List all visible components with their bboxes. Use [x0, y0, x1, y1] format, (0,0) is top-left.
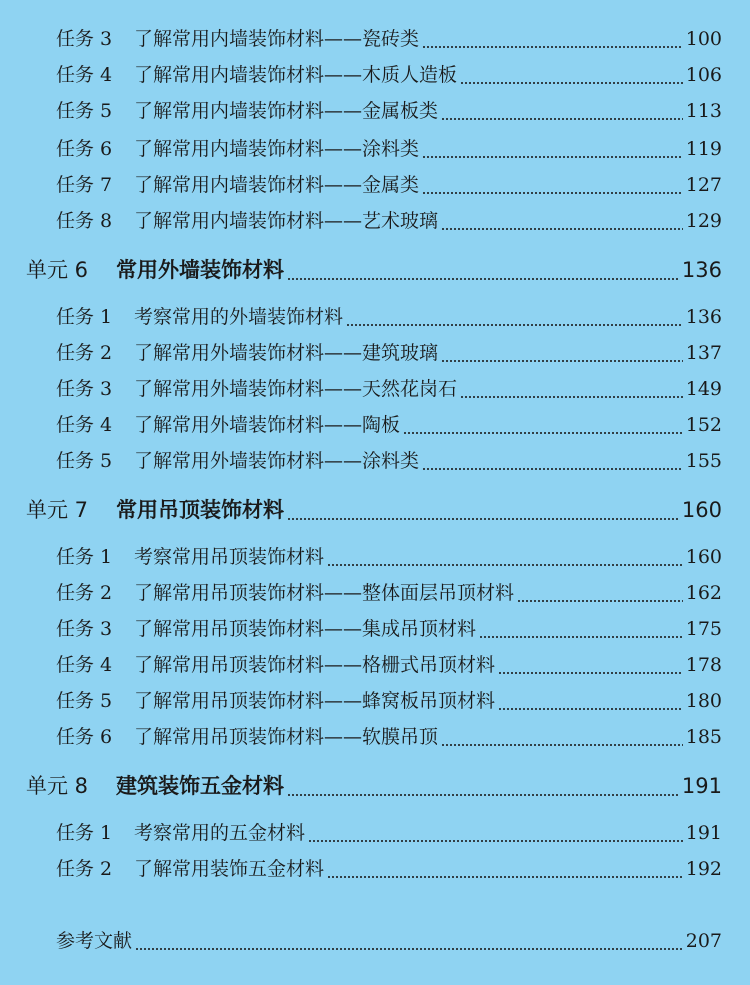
toc-page-number: 207: [685, 930, 722, 952]
toc-entry-number: 任务 6: [56, 726, 113, 748]
toc-task-row[interactable]: [56, 650, 722, 680]
toc-page-number: 129: [685, 210, 722, 232]
toc-page-number: 191: [681, 774, 722, 798]
toc-task-row[interactable]: [56, 578, 722, 608]
toc-entry-title: 了解常用内墙装饰材料——金属板类: [134, 100, 439, 122]
dot-leader: [422, 134, 683, 164]
toc-task-row[interactable]: [56, 818, 722, 848]
toc-page-number: 178: [685, 654, 722, 676]
toc-page-number: 152: [685, 414, 722, 436]
toc-page-number: 155: [685, 450, 722, 472]
toc-task-row[interactable]: [56, 170, 722, 200]
toc-page-number: 180: [685, 690, 722, 712]
toc-entry-title: 了解常用吊顶装饰材料——整体面层吊顶材料: [134, 582, 515, 604]
dot-leader: [346, 302, 683, 332]
toc-entry-title: 了解常用内墙装饰材料——涂料类: [134, 138, 420, 160]
toc-entry-title: 了解常用内墙装饰材料——艺术玻璃: [134, 210, 439, 232]
toc-task-row[interactable]: [56, 446, 722, 476]
dot-leader: [327, 542, 683, 572]
dot-leader: [422, 170, 683, 200]
toc-entry-number: 任务 2: [56, 858, 113, 880]
toc-entry-title: 建筑装饰五金材料: [116, 774, 284, 798]
dot-leader: [403, 410, 683, 440]
toc-unit-row[interactable]: [26, 254, 722, 286]
toc-entry-number: 任务 5: [56, 690, 113, 712]
toc-task-row[interactable]: [56, 206, 722, 236]
toc-page-number: 106: [685, 64, 722, 86]
toc-entry-title: 常用吊顶装饰材料: [116, 498, 284, 522]
toc-task-row[interactable]: [56, 542, 722, 572]
toc-entry-title: 了解常用内墙装饰材料——金属类: [134, 174, 420, 196]
toc-reference-row[interactable]: [56, 926, 722, 956]
dot-leader: [517, 578, 683, 608]
toc-page-number: 160: [685, 546, 722, 568]
toc-task-row[interactable]: [56, 96, 722, 126]
toc-entry-number: 单元 7: [26, 498, 89, 522]
dot-leader: [441, 96, 683, 126]
toc-unit-row[interactable]: [26, 770, 722, 802]
dot-leader: [460, 60, 683, 90]
dot-leader: [422, 446, 683, 476]
toc-entry-title: 考察常用的外墙装饰材料: [134, 306, 344, 328]
dot-leader: [498, 650, 683, 680]
toc-entry-title: 常用外墙装饰材料: [116, 258, 284, 282]
toc-page-number: 137: [685, 342, 722, 364]
toc-task-row[interactable]: [56, 410, 722, 440]
dot-leader: [441, 206, 683, 236]
toc-page-number: 185: [685, 726, 722, 748]
toc-entry-title: 了解常用内墙装饰材料——瓷砖类: [134, 28, 420, 50]
toc-entry-number: 任务 3: [56, 618, 113, 640]
toc-entry-number: 任务 4: [56, 654, 113, 676]
toc-page-number: 136: [681, 258, 722, 282]
toc-entry-title: 了解常用吊顶装饰材料——软膜吊顶: [134, 726, 439, 748]
toc-entry-title: 了解常用吊顶装饰材料——蜂窝板吊顶材料: [134, 690, 496, 712]
toc-entry-title: 参考文献: [56, 930, 133, 952]
toc-entry-title: 了解常用外墙装饰材料——建筑玻璃: [134, 342, 439, 364]
toc-page-number: 113: [685, 100, 722, 122]
dot-leader: [441, 722, 683, 752]
dot-leader: [479, 614, 683, 644]
dot-leader: [441, 338, 683, 368]
dot-leader: [422, 24, 683, 54]
toc-page-number: 100: [685, 28, 722, 50]
toc-entry-number: 任务 5: [56, 100, 113, 122]
toc-entry-title: 了解常用外墙装饰材料——涂料类: [134, 450, 420, 472]
dot-leader: [460, 374, 683, 404]
toc-entry-number: 任务 4: [56, 414, 113, 436]
toc-unit-row[interactable]: [26, 494, 722, 526]
dot-leader: [327, 854, 683, 884]
toc-task-row[interactable]: [56, 374, 722, 404]
toc-task-row[interactable]: [56, 614, 722, 644]
toc-page-number: 136: [685, 306, 722, 328]
toc-page-number: 160: [681, 498, 722, 522]
toc-task-row[interactable]: [56, 338, 722, 368]
toc-page-number: 162: [685, 582, 722, 604]
toc-entry-number: 任务 2: [56, 342, 113, 364]
toc-entry-title: 考察常用的五金材料: [134, 822, 306, 844]
toc-task-row[interactable]: [56, 134, 722, 164]
toc-entry-title: 了解常用装饰五金材料: [134, 858, 325, 880]
toc-entry-title: 了解常用吊顶装饰材料——集成吊顶材料: [134, 618, 477, 640]
dot-leader: [498, 686, 683, 716]
toc-entry-number: 任务 1: [56, 306, 113, 328]
dot-leader: [287, 494, 679, 526]
toc-entry-title: 考察常用吊顶装饰材料: [134, 546, 325, 568]
toc-task-row[interactable]: [56, 60, 722, 90]
toc-page-number: 175: [685, 618, 722, 640]
toc-entry-title: 了解常用吊顶装饰材料——格栅式吊顶材料: [134, 654, 496, 676]
toc-entry-number: 任务 3: [56, 378, 113, 400]
toc-page-number: 149: [685, 378, 722, 400]
toc-task-row[interactable]: [56, 722, 722, 752]
toc-task-row[interactable]: [56, 302, 722, 332]
toc-entry-title: 了解常用外墙装饰材料——陶板: [134, 414, 401, 436]
toc-task-row[interactable]: [56, 854, 722, 884]
toc-entry-number: 任务 1: [56, 546, 113, 568]
toc-page-number: 192: [685, 858, 722, 880]
toc-entry-number: 任务 6: [56, 138, 113, 160]
dot-leader: [287, 254, 679, 286]
toc-entry-title: 了解常用内墙装饰材料——木质人造板: [134, 64, 458, 86]
toc-entry-number: 任务 5: [56, 450, 113, 472]
toc-entry-number: 单元 8: [26, 774, 89, 798]
toc-page-number: 119: [685, 138, 722, 160]
dot-leader: [287, 770, 679, 802]
toc-entry-number: 任务 2: [56, 582, 113, 604]
toc-page-number: 191: [685, 822, 722, 844]
toc-entry-number: 任务 7: [56, 174, 113, 196]
toc-entry-title: 了解常用外墙装饰材料——天然花岗石: [134, 378, 458, 400]
toc-entry-number: 单元 6: [26, 258, 89, 282]
dot-leader: [135, 926, 683, 956]
toc-entry-number: 任务 3: [56, 28, 113, 50]
dot-leader: [308, 818, 683, 848]
toc-task-row[interactable]: [56, 24, 722, 54]
toc-entry-number: 任务 4: [56, 64, 113, 86]
toc-page-number: 127: [685, 174, 722, 196]
toc-task-row[interactable]: [56, 686, 722, 716]
toc-entry-number: 任务 1: [56, 822, 113, 844]
toc-entry-number: 任务 8: [56, 210, 113, 232]
